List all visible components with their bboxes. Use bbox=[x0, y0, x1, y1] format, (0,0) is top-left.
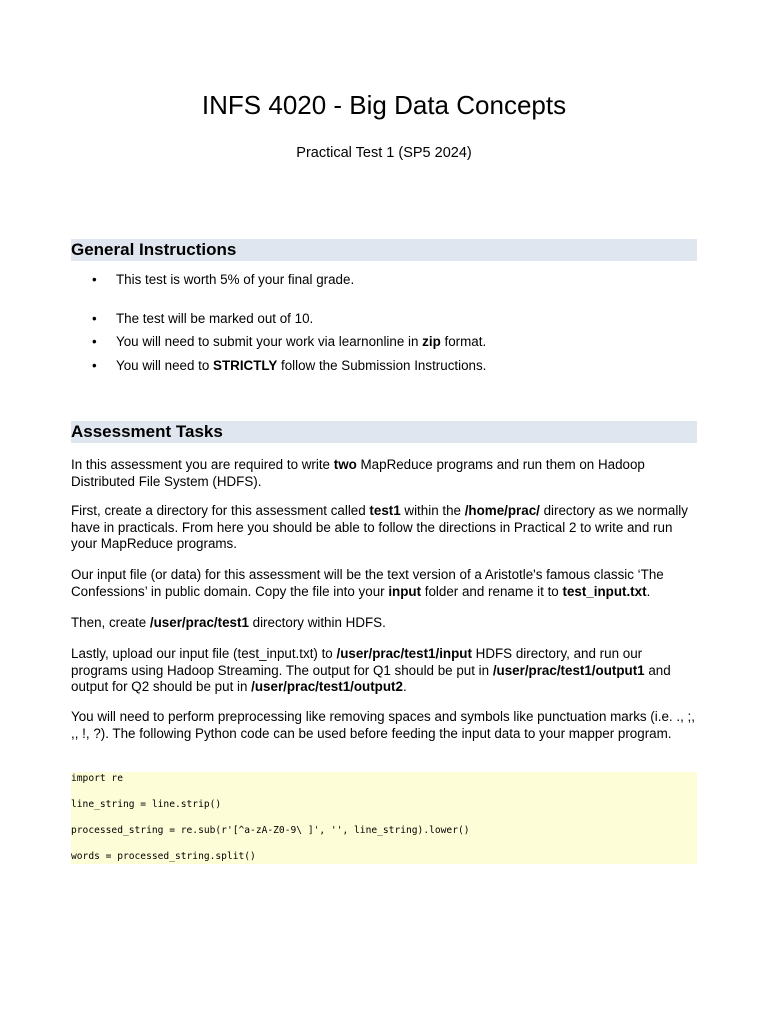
general-instructions-heading: General Instructions bbox=[71, 239, 697, 261]
paragraph-text: directory within HDFS. bbox=[248, 615, 386, 630]
paragraph-emphasis: test_input.txt bbox=[562, 583, 647, 599]
bullet-item bbox=[92, 334, 486, 350]
preprocessing-paragraph: You will need to perform preprocessing like removing spaces and symbols like punctuation marks (i.e. ., ;, ,, !, ?). The following Python code can be used before feeding the input data to your mapper program. bbox=[71, 709, 695, 741]
bullet-text: format. bbox=[440, 334, 487, 349]
code-line: processed_string = re.sub(r'[^a-zA-Z0-9\ ]', '', line_string).lower() bbox=[71, 825, 470, 836]
paragraph-emphasis: /home/prac/ bbox=[464, 503, 540, 518]
paragraph bbox=[71, 503, 701, 553]
paragraph bbox=[71, 615, 701, 632]
bullet-item bbox=[92, 272, 354, 288]
assessment-tasks-heading: Assessment Tasks bbox=[71, 421, 697, 443]
paragraph-text: . bbox=[646, 583, 651, 599]
paragraph-emphasis: test1 bbox=[369, 503, 401, 518]
paragraph-text: . bbox=[402, 679, 407, 694]
paragraph-text: Our input file (or data) for this assessment will be the text version of a Aristotle's famous classic ‘The Confessions’ in public domain. Copy the file into your bbox=[71, 567, 664, 599]
bullet-icon: • bbox=[92, 311, 97, 326]
bullet-text: The test will be marked out of 10. bbox=[116, 311, 314, 326]
bullet-text: You will need to submit your work via learnonline in bbox=[116, 334, 423, 349]
paragraph-emphasis: input bbox=[388, 583, 422, 599]
bullet-icon: • bbox=[92, 272, 97, 287]
paragraph bbox=[71, 567, 701, 600]
bullet-icon: • bbox=[92, 358, 97, 373]
bullet-icon: • bbox=[92, 334, 97, 349]
paragraph-text: HDFS directory, and run our programs using Hadoop Streaming. The output for Q1 should be put in bbox=[71, 646, 643, 678]
paragraph-emphasis: /user/prac/test1/output1 bbox=[492, 662, 645, 678]
code-line: words = processed_string.split() bbox=[71, 851, 256, 862]
paragraph-emphasis: /user/prac/test1/input bbox=[336, 646, 472, 661]
paragraph-text: First, create a directory for this assessment called bbox=[71, 503, 370, 518]
paragraph-emphasis: /user/prac/test1/output2 bbox=[251, 679, 403, 694]
paragraph-text: Lastly, upload our input file (test_input.txt) to bbox=[71, 646, 337, 661]
code-line: import re bbox=[71, 773, 123, 784]
paragraph-text: within the bbox=[400, 503, 465, 518]
paragraph bbox=[71, 457, 701, 490]
bullet-text: You will need to bbox=[116, 358, 214, 373]
paragraph bbox=[71, 646, 701, 696]
bullet-item bbox=[92, 358, 486, 374]
bullet-emphasis: STRICTLY bbox=[213, 358, 278, 373]
bullet-item bbox=[92, 311, 313, 327]
paragraph-text: and output for Q2 should be put in bbox=[71, 662, 671, 694]
paragraph-emphasis: two bbox=[333, 457, 357, 472]
paragraph-text: Then, create bbox=[71, 615, 150, 630]
paragraph-text: MapReduce programs and run them on Hadoop Distributed File System (HDFS). bbox=[71, 457, 645, 489]
bullet-text: This test is worth 5% of your final grade. bbox=[116, 272, 355, 287]
paragraph-emphasis: /user/prac/test1 bbox=[149, 615, 249, 630]
code-block bbox=[71, 772, 697, 864]
paragraph-text: directory as we normally have in practicals. From here you should be able to follow the directions in Practical 2 to write and run your MapReduce programs. bbox=[71, 503, 688, 551]
paragraph-text: folder and rename it to bbox=[421, 583, 563, 599]
bullet-emphasis: zip bbox=[422, 334, 441, 349]
code-line: line_string = line.strip() bbox=[71, 799, 222, 810]
paragraph-text: In this assessment you are required to write bbox=[71, 457, 334, 472]
document-subtitle: Practical Test 1 (SP5 2024) bbox=[296, 145, 472, 161]
bullet-text: follow the Submission Instructions. bbox=[277, 358, 487, 373]
document-title: INFS 4020 - Big Data Concepts bbox=[201, 90, 567, 120]
